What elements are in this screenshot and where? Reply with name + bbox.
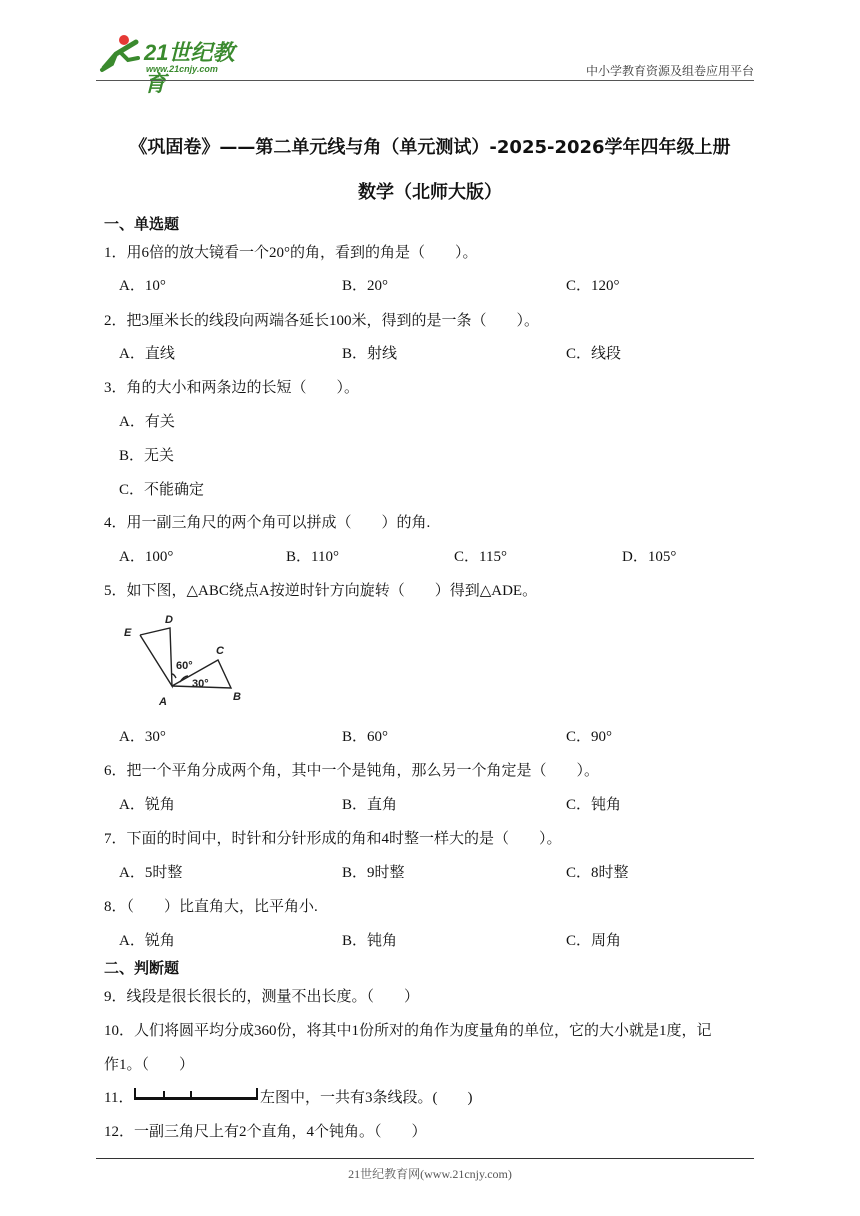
q1-option-b: B．20° xyxy=(342,278,389,294)
runner-icon xyxy=(96,34,142,74)
q6-option-b: B．直角 xyxy=(342,797,398,813)
label-e: E xyxy=(124,627,132,639)
segment-tick-4 xyxy=(256,1088,258,1100)
q4-option-c: C．115° xyxy=(454,549,507,565)
label-b: B xyxy=(233,691,241,703)
q3-option-c: C．不能确定 xyxy=(119,482,205,498)
question-12: 12．一副三角尺上有2个直角，4个钝角。（ ） xyxy=(104,1124,427,1140)
q7-option-a: A．5时整 xyxy=(119,865,183,881)
question-7: 7．下面的时间中，时针和分针形成的角和4时整一样大的是（ ）。 xyxy=(104,831,562,847)
section-single-choice: 一、单选题 xyxy=(104,215,180,233)
logo-url: www.21cnjy.com xyxy=(146,64,218,74)
q2-option-c: C．线段 xyxy=(566,346,622,362)
label-c: C xyxy=(216,645,224,657)
q8-option-b: B．钝角 xyxy=(342,933,398,949)
question-10-line1: 10．人们将圆平均分成360份，将其中1份所对的角作为度量角的单位，它的大小就是1度，记 xyxy=(104,1023,712,1039)
segment-tick-1 xyxy=(134,1088,136,1100)
q4-option-d: D．105° xyxy=(622,549,677,565)
logo-text: 21世纪教育 xyxy=(144,40,235,96)
q7-option-b: B．9时整 xyxy=(342,865,405,881)
label-a: A xyxy=(159,696,167,708)
label-d: D xyxy=(165,614,173,626)
question-10-line2: 作1。（ ） xyxy=(104,1057,195,1073)
question-6: 6．把一个平角分成两个角，其中一个是钝角，那么另一个角定是（ ）。 xyxy=(104,763,600,779)
q1-option-c: C．120° xyxy=(566,278,620,294)
angle-30-label: 30° xyxy=(192,678,209,690)
q3-option-b: B．无关 xyxy=(119,448,175,464)
question-1: 1．用6倍的放大镜看一个20°的角，看到的角是（ ）。 xyxy=(104,245,478,261)
triangle-rotation-figure xyxy=(118,608,258,708)
footer-divider xyxy=(96,1158,754,1159)
q6-option-c: C．钝角 xyxy=(566,797,622,813)
q6-option-a: A．锐角 xyxy=(119,797,175,813)
header-divider xyxy=(96,80,754,81)
segment-line-figure xyxy=(134,1086,258,1104)
page-title-line2: 数学（北师大版） xyxy=(358,182,502,203)
footer-text: 21世纪教育网(www.21cnjy.com) xyxy=(348,1167,512,1181)
question-2: 2．把3厘米长的线段向两端各延长100米，得到的是一条（ ）。 xyxy=(104,313,540,329)
question-11-text: 左图中，一共有3条线段。( ) xyxy=(260,1090,473,1106)
q2-option-b: B．射线 xyxy=(342,346,398,362)
question-3: 3．角的大小和两条边的长短（ ）。 xyxy=(104,380,360,396)
q5-option-a: A．30° xyxy=(119,729,166,745)
triangle-ade xyxy=(140,628,172,686)
segment-base xyxy=(134,1097,258,1100)
section-judgement: 二、判断题 xyxy=(104,959,180,977)
question-4: 4．用一副三角尺的两个角可以拼成（ ）的角. xyxy=(104,515,431,531)
q5-option-c: C．90° xyxy=(566,729,613,745)
q8-option-c: C．周角 xyxy=(566,933,622,949)
q4-option-a: A．100° xyxy=(119,549,174,565)
q8-option-a: A．锐角 xyxy=(119,933,175,949)
question-9: 9．线段是很长很长的，测量不出长度。（ ） xyxy=(104,989,420,1005)
q2-option-a: A．直线 xyxy=(119,346,175,362)
page-title-line1: 《巩固卷》——第二单元线与角（单元测试）-2025-2026学年四年级上册 xyxy=(129,137,731,158)
site-logo xyxy=(96,34,256,96)
angle-60-label: 60° xyxy=(176,660,193,672)
q3-option-a: A．有关 xyxy=(119,414,175,430)
question-5: 5．如下图，△ABC绕点A按逆时针方向旋转（ ）得到△ADE。 xyxy=(104,583,538,599)
q1-option-a: A．10° xyxy=(119,278,166,294)
segment-tick-3 xyxy=(190,1091,192,1100)
q4-option-b: B．110° xyxy=(286,549,339,565)
q7-option-c: C．8时整 xyxy=(566,865,629,881)
platform-name: 中小学教育资源及组卷应用平台 xyxy=(585,64,754,78)
segment-tick-2 xyxy=(163,1091,165,1100)
question-11-number: 11． xyxy=(104,1090,134,1106)
q5-option-b: B．60° xyxy=(342,729,389,745)
question-8: 8．（ ）比直角大，比平角小. xyxy=(104,899,318,915)
